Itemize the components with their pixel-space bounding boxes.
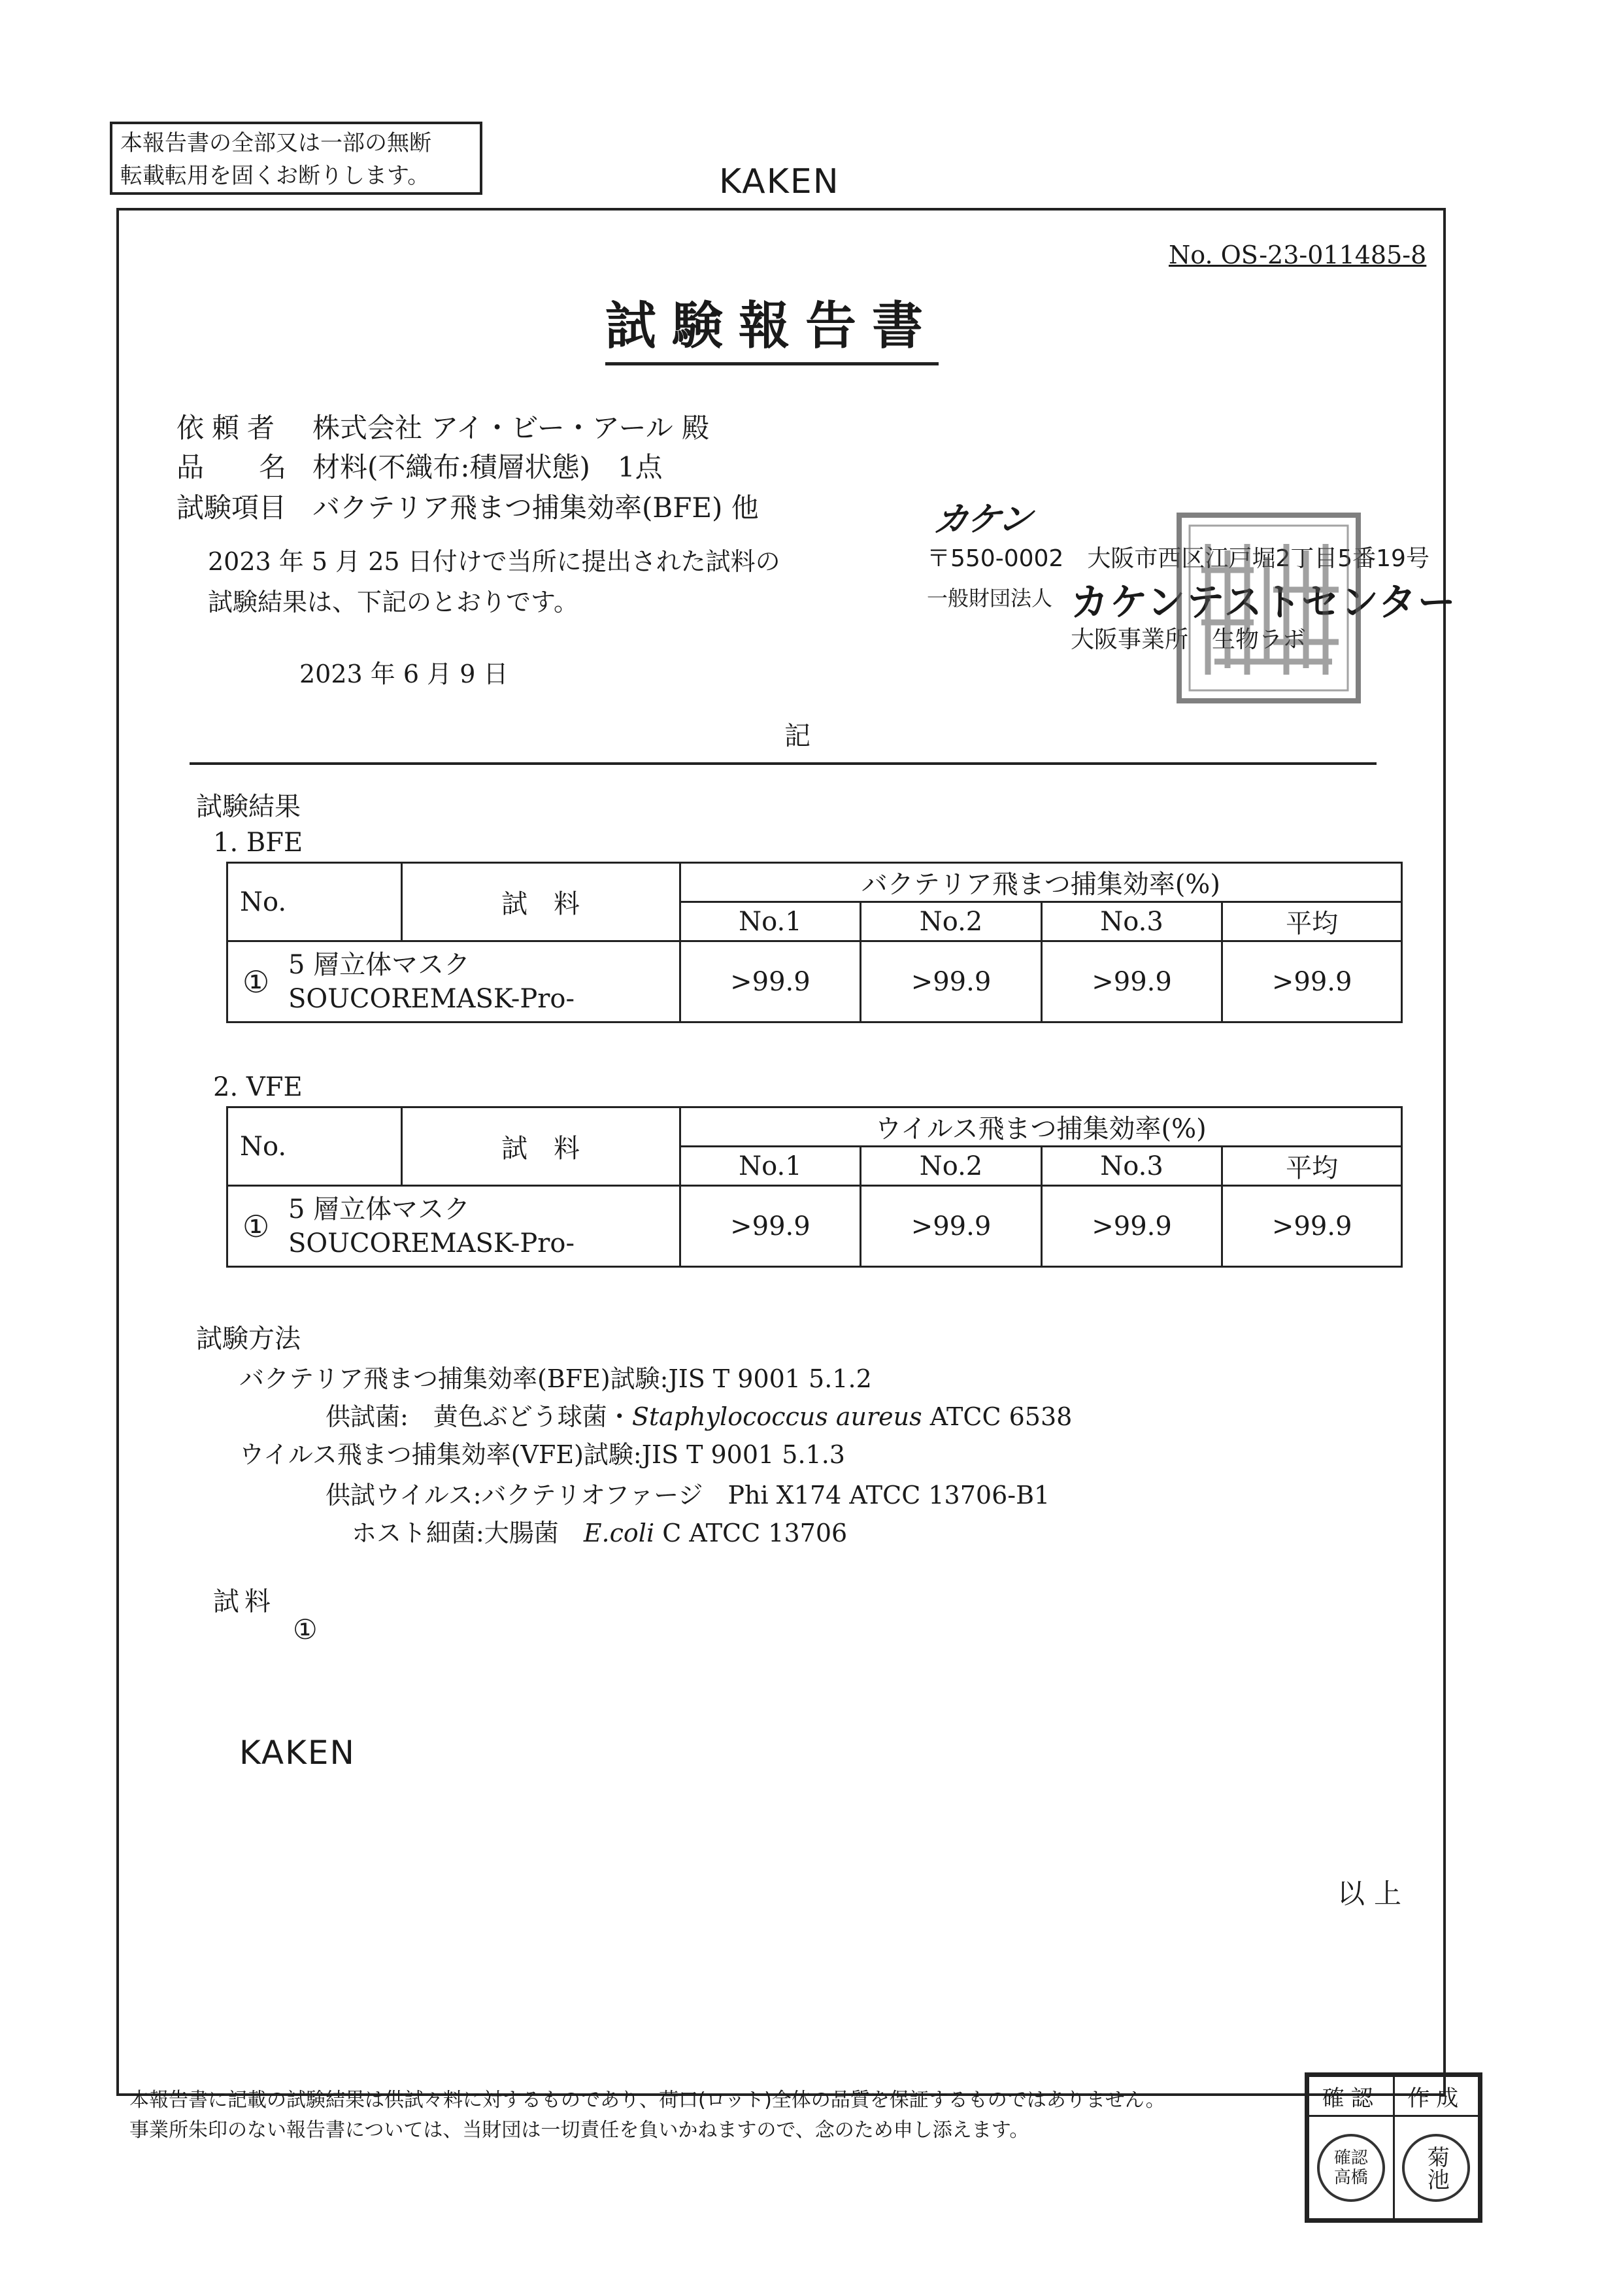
vfe-sub-header: 平均 [1222,1147,1402,1186]
vfe-sub-header: No.1 [680,1147,861,1186]
report-number: No. OS-23-011485-8 [1169,241,1427,269]
vfe-table [226,1106,1403,1268]
intro-line-1: 2023 年 5 月 25 日付けで当所に提出された試料の [208,547,780,576]
method-vfe: ウイルス飛まつ捕集効率(VFE)試験:JIS T 9001 5.1.3 [239,1440,845,1469]
closing-mark: 以上 [1337,1878,1411,1910]
vfe-host-species: E.coli [583,1519,655,1547]
test-item-value: バクテリア飛まつ捕集効率(BFE) 他 [312,492,759,524]
vfe-value: >99.9 [1041,1186,1222,1267]
method-vfe-virus: 供試ウイルス:バクテリオファージ Phi X174 ATCC 13706-B1 [326,1481,1050,1510]
sample-name-2: SOUCOREMASK-Pro- [288,1228,575,1258]
confirm-label: 確認 [1309,2076,1394,2116]
sample-section-mark: ① [293,1613,318,1646]
vfe-col-no: No. [227,1107,402,1186]
issuer-corp-type: 一般財団法人 [927,586,1053,611]
bfe-value: >99.9 [1222,941,1402,1022]
client-value: 株式会社 アイ・ビー・アール 殿 [312,412,710,444]
bfe-value: >99.9 [1041,941,1222,1022]
issuer-logo: カケン [931,500,1033,539]
sample-name-2: SOUCOREMASK-Pro- [288,983,575,1014]
results-heading: 試験結果 [196,792,301,822]
sample-mark: ① [242,1208,270,1244]
bfe-heading: 1. BFE [213,828,303,858]
official-seal-icon [1175,511,1362,705]
vfe-value: >99.9 [1222,1186,1402,1267]
confirm-stamp-cell [1309,2116,1394,2220]
bfe-sub-header: No.2 [861,902,1042,941]
vfe-col-sample: 試 料 [401,1107,680,1186]
footnote-line-2: 事業所朱印のない報告書については、当財団は一切責任を負いかねますので、念のため申し添えます。 [129,2119,1029,2142]
table-row [227,1186,1402,1267]
client-label: 依頼者 [176,412,283,444]
ki-marker: 記 [784,721,811,751]
vfe-host-prefix: ホスト細菌:大腸菌 [352,1519,584,1547]
issuer-branch: 大阪事業所 生物ラボ [1071,626,1307,653]
issuer-name: カケンテストセンター [1071,580,1457,624]
bfe-col-sample: 試 料 [401,863,680,941]
footnote [129,2085,1165,2146]
item-label: 品 名 [176,451,287,483]
bfe-strain-prefix: 供試菌: 黄色ぶどう球菌・ [326,1402,632,1431]
vfe-sub-header: No.2 [861,1147,1042,1186]
bfe-strain-species: Staphylococcus aureus [631,1402,922,1431]
prepared-label: 作成 [1394,2076,1479,2116]
bfe-strain-suffix: ATCC 6538 [922,1402,1073,1431]
method-vfe-host [352,1513,847,1549]
header-logo: KAKEN [719,162,840,201]
vfe-value: >99.9 [861,1186,1042,1267]
footnote-line-1: 本報告書に記載の試験結果は供試々料に対するものであり、荷口(ロット)全体の品質を保証するものではありません。 [129,2089,1165,2112]
page-title: 試験報告書 [605,285,939,365]
intro-line-2: 試験結果は、下記のとおりです。 [208,588,578,616]
footer-logo: KAKEN [239,1734,356,1772]
bfe-sub-header: No.3 [1041,902,1222,941]
copyright-notice [110,122,482,195]
vfe-sub-header: No.3 [1041,1147,1222,1186]
confirm-stamp-icon: 確認 高橋 [1317,2134,1385,2202]
bfe-table [226,862,1403,1023]
notice-line-1: 本報告書の全部又は一部の無断 [120,130,431,156]
bfe-group-header: バクテリア飛まつ捕集効率(%) [680,863,1401,902]
prepared-stamp-cell [1394,2116,1479,2220]
issuer-address: 〒550-0002 大阪市西区江戸堀2丁目5番19号 [927,545,1429,572]
sample-name-1: 5 層立体マスク [288,949,471,980]
intro-text [208,541,780,622]
table-row [227,941,1402,1022]
bfe-value: >99.9 [680,941,861,1022]
vfe-group-header: ウイルス飛まつ捕集効率(%) [680,1107,1401,1147]
vfe-host-suffix: C ATCC 13706 [654,1519,848,1547]
bfe-col-no: No. [227,863,402,941]
vfe-value: >99.9 [680,1186,861,1267]
vfe-sample-cell [227,1186,680,1267]
method-bfe: バクテリア飛まつ捕集効率(BFE)試験:JIS T 9001 5.1.2 [239,1364,872,1393]
method-bfe-strain [326,1396,1072,1432]
test-item-label: 試験項目 [176,492,287,524]
notice-line-2: 転載転用を固くお断りします。 [120,163,430,189]
method-heading: 試験方法 [196,1324,301,1354]
approval-box [1305,2072,1482,2223]
bfe-value: >99.9 [861,941,1042,1022]
item-value: 材料(不織布:積層状態) 1点 [312,451,663,483]
sample-heading: 試料 [213,1587,276,1617]
issue-date: 2023 年 6 月 9 日 [299,660,509,688]
sample-mark: ① [242,964,270,1000]
bfe-sub-header: 平均 [1222,902,1402,941]
sample-name-1: 5 層立体マスク [288,1194,471,1224]
prepared-stamp-icon: 菊池 [1402,2134,1470,2202]
bfe-sample-cell [227,941,680,1022]
vfe-heading: 2. VFE [213,1072,303,1102]
bfe-sub-header: No.1 [680,902,861,941]
divider [190,762,1377,765]
